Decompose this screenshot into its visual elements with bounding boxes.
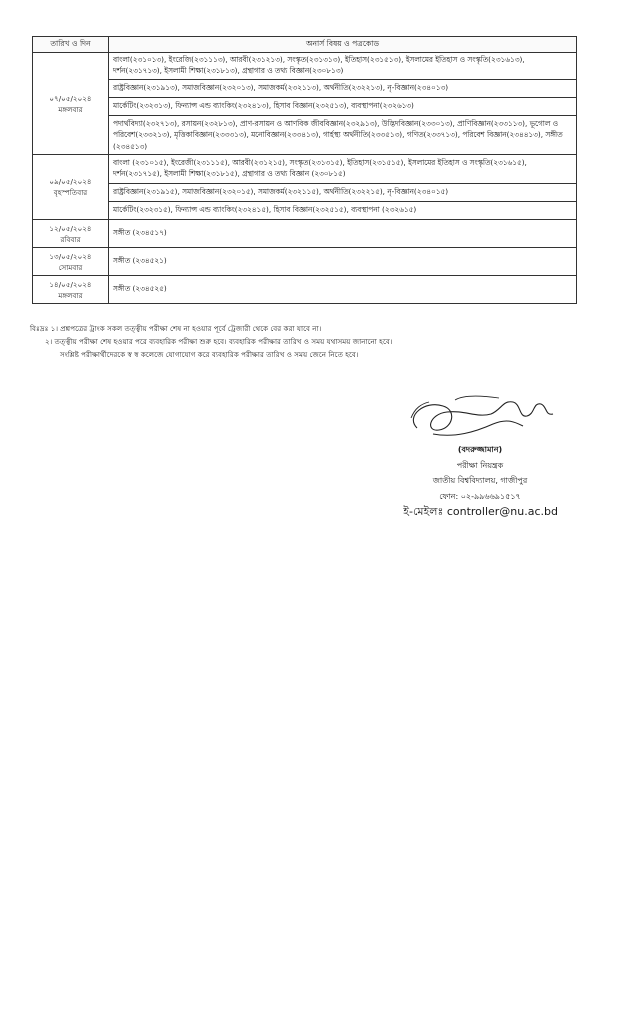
signatory-name: (বদরুজ্জামান): [457, 445, 503, 454]
subject-group: সঙ্গীত (২৩৪৫২১): [109, 248, 577, 276]
notes-section: [30, 322, 590, 361]
signatory-block: [380, 442, 580, 520]
subject-group: বাংলা (২৩১০১৫), ইংরেজী(২৩১১১৫), আরবী(২৩১২১৫), সংস্কৃত(২৩১৩১৫), ইতিহাস(২৩১৫১৫), ইসলামের ইতিহাস ও সংস্কৃতি(২৩১৬১৫), দর্শন(২৩১৭১৫), ইসলামী শিক্ষা(২৩১৮১৫), গ্রন্থাগার ও তথ্য বিজ্ঞান (২৩০৮১৫): [109, 155, 577, 184]
note-line: বিঃদ্রঃ ১। প্রশ্নপত্রের ট্রাংক সকল তত্ত্বীয় পরীক্ষা শেষ না হওয়ার পূর্বে ট্রেজারী থেকে বের করা যাবে না।: [30, 324, 322, 333]
signatory-title: পরীক্ষা নিয়ন্ত্রক: [456, 460, 504, 470]
exam-date: ০৯/০৫/২০২৪: [49, 177, 92, 186]
exam-date: ১২/০৫/২০২৪: [49, 223, 92, 233]
signature-image: [395, 388, 565, 448]
exam-date: ১৩/০৫/২০২৪: [49, 251, 92, 261]
note-line: সংশ্লিষ্ট পরীক্ষার্থীদেরকে স্ব স্ব কলেজে যোগাযোগ করে ব্যবহারিক পরীক্ষার তারিখ ও সময় জেনে নিতে হবে।: [60, 350, 359, 359]
note-line: ২। তত্ত্বীয় পরীক্ষা শেষ হওয়ার পরে ব্যবহারিক পরীক্ষা শুরু হবে। ব্যবহারিক পরীক্ষার তারিখ ও সময় যথাসময় জানানো হবে।: [45, 337, 393, 346]
signatory-institution: জাতীয় বিশ্ববিদ্যালয়, গাজীপুর: [432, 476, 528, 485]
date-cell: [33, 220, 109, 248]
table-row: [33, 184, 577, 202]
header-subject-code: অনার্স বিষয় ও পত্রকোড: [109, 37, 577, 53]
exam-schedule-table: [32, 36, 577, 304]
date-cell: [33, 248, 109, 276]
table-row: [33, 53, 577, 80]
date-cell: [33, 155, 109, 220]
exam-day: সোমবার: [58, 262, 83, 272]
table-header-row: [33, 37, 577, 53]
header-date-day: তারিখ ও দিন: [33, 37, 109, 53]
subject-group: বাংলা(২৩১০১৩), ইংরেজি(২৩১১১৩), আরবী(২৩১২১৩), সংস্কৃত(২৩১৩১৩), ইতিহাস(২৩১৫১৩), ইসলামের ইতিহাস ও সংস্কৃতি(২৩১৬১৩), দর্শন(২৩১৭১৩), ইসলামী শিক্ষা(২৩১৮১৩), গ্রন্থাগার ও তথ্য বিজ্ঞান(২৩০৮১৩): [109, 53, 577, 80]
subject-group: পদার্থবিদ্যা(২৩২৭১৩), রসায়ন(২৩২৮১৩), প্রাণ-রসায়ন ও আণবিক জীববিজ্ঞান(২৩২৯১৩), উদ্ভিদবিজ্ঞান(২৩৩০১৩), প্রাণিবিজ্ঞান(২৩৩১১৩), ভূগোল ও পরিবেশ(২৩৩২১৩), মৃত্তিকাবিজ্ঞান(২৩৩৩১৩), মনোবিজ্ঞান(২৩৩৪১৩), গার্হস্থ্য অর্থনীতি(২৩৩৫১৩), গণিত(২৩৩৭১৩), পরিবেশ বিজ্ঞান(২৩৪৪১৩), সঙ্গীত (২৩৪৫১৩): [109, 116, 577, 155]
exam-date: ১৪/০৫/২০২৪: [49, 279, 92, 289]
table-row: [33, 80, 577, 98]
table-row: [33, 276, 577, 304]
exam-date: ০৭/০৫/২০২৪: [49, 93, 92, 103]
signatory-email[interactable]: ই-মেইলঃ controller@nu.ac.bd: [403, 505, 558, 518]
date-cell: [33, 53, 109, 155]
signatory-phone: ফোন: ০২-৯৯৬৬৯১৫১৭: [439, 491, 521, 501]
subject-group: মার্কেটিং(২৩২৩১৩), ফিন্যান্স এন্ড ব্যাংকিং(২৩২৪১৩), হিসাব বিজ্ঞান(২৩২৫১৩), ব্যবস্থাপনা(২৩২৬১৩): [109, 98, 577, 116]
table-row: [33, 98, 577, 116]
exam-day: মঙ্গলবার: [58, 290, 83, 300]
exam-day: বৃহস্পতিবার: [53, 188, 88, 197]
date-cell: [33, 276, 109, 304]
table-row: [33, 202, 577, 220]
subject-group: মার্কেটিং(২৩২৩১৫), ফিন্যান্স এন্ড ব্যাংকিং(২৩২৪১৫), হিসাব বিজ্ঞান(২৩২৫১৫), ব্যবস্থাপনা (২৩২৬১৫): [109, 202, 577, 220]
table-row: [33, 220, 577, 248]
subject-group: সঙ্গীত (২৩৪৫২৫): [109, 276, 577, 304]
table-row: [33, 155, 577, 184]
subject-group: রাষ্ট্রবিজ্ঞান(২৩১৯১৩), সমাজবিজ্ঞান(২৩২০১৩), সমাজকর্ম(২৩২১১৩), অর্থনীতি(২৩২২১৩), নৃ-বিজ্ঞান(২৩৪০১৩): [109, 80, 577, 98]
subject-group: সঙ্গীত (২৩৪৫১৭): [109, 220, 577, 248]
exam-day: মঙ্গলবার: [58, 104, 83, 114]
table-row: [33, 248, 577, 276]
subject-group: রাষ্ট্রবিজ্ঞান(২৩১৯১৫), সমাজবিজ্ঞান(২৩২০১৫), সমাজকর্ম(২৩২১১৫), অর্থনীতি(২৩২২১৫), নৃ-বিজ্ঞান(২৩৪০১৫): [109, 184, 577, 202]
table-row: [33, 116, 577, 155]
exam-day: রবিবার: [60, 234, 81, 244]
